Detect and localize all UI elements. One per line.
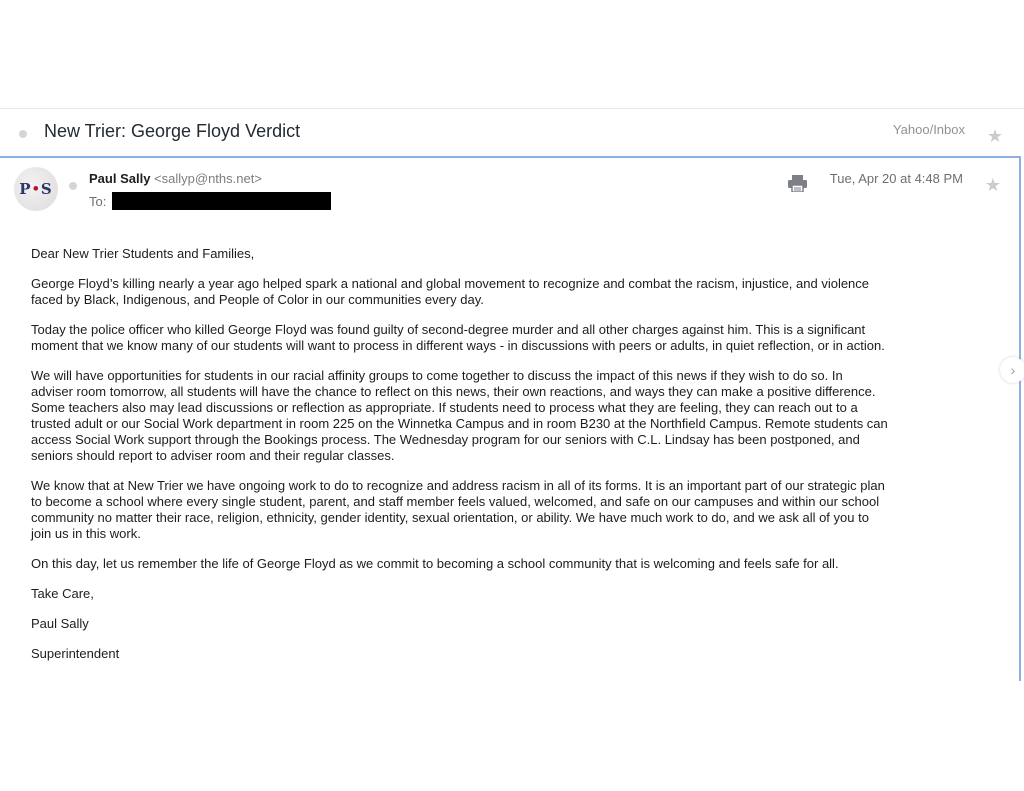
avatar-initial-right: S (40, 180, 53, 198)
signature-name: Paul Sally (31, 616, 89, 631)
body-line: We know that at New Trier we have ongoing work to do to recognize and address racism in all of its forms. It is an important part of our strategic plan (31, 478, 885, 493)
body-line: community no matter their race, religion, ethnicity, gender identity, sexual orientation, or ability. We have much work to do, and we ask all of you to (31, 510, 869, 525)
star-icon[interactable]: ★ (986, 126, 1003, 146)
unread-dot[interactable] (69, 182, 77, 190)
body-line: seniors should report to adviser room and their regular classes. (31, 448, 395, 463)
paragraph-4 (31, 478, 986, 542)
avatar-separator: • (31, 181, 41, 197)
message-card (0, 156, 1021, 681)
subject-bar (0, 108, 1024, 157)
email-subject: New Trier: George Floyd Verdict (44, 121, 301, 141)
paragraph-5: On this day, let us remember the life of George Floyd as we commit to becoming a school community that is welcoming and feels safe for all. (31, 556, 839, 571)
recipient-line (89, 192, 331, 210)
print-icon[interactable] (788, 175, 807, 192)
chevron-right-icon[interactable] (1000, 357, 1024, 383)
body-line: George Floyd’s killing nearly a year ago helped spark a national and global movement to recognize and combat the racism, injustice, and violence (31, 276, 870, 291)
sender-line (89, 171, 262, 186)
read-status-dot[interactable] (19, 130, 27, 138)
paragraph-1 (31, 276, 986, 308)
body-line: join us in this work. (31, 526, 141, 541)
body-line: to become a school where every single student, parent, and staff member feels valued, welcomed, and safe on our campuses and within our school (31, 494, 880, 509)
signoff: Take Care, (31, 586, 94, 601)
body-line: Some teachers also may lead discussions or reflection as appropriate. If students need to process what they are feeling, they can reach out to a (31, 400, 858, 415)
avatar (14, 167, 58, 211)
body-line: Today the police officer who killed George Floyd was found guilty of second-degree murder and all other charges against him. This is a significant (31, 322, 866, 337)
message-date: Tue, Apr 20 at 4:48 PM (829, 171, 963, 186)
body-line: moment that we know many of our students will want to process in different ways - in discussions with peers or adults, in quiet reflection, or in action. (31, 338, 885, 353)
body-line: adviser room tomorrow, all students will have the chance to reflect on this news, their own reactions, and ways they can make a positive difference. (31, 384, 876, 399)
sender-name[interactable]: Paul Sally (89, 171, 151, 186)
to-label: To: (89, 193, 107, 209)
paragraph-3 (31, 368, 986, 464)
next-message-glyph: › (1010, 362, 1016, 378)
body-line: We will have opportunities for students in our racial affinity groups to come together to discuss the impact of this news if they wish to do so. In (31, 368, 843, 383)
sender-email[interactable]: <sallyp@nths.net> (154, 171, 262, 186)
signature-title: Superintendent (31, 646, 120, 661)
message-body (31, 246, 986, 676)
greeting: Dear New Trier Students and Families, (31, 246, 255, 261)
body-line: faced by Black, Indigenous, and People of Color in our communities every day. (31, 292, 484, 307)
redacted-recipient (112, 192, 331, 210)
folder-label[interactable]: Yahoo/Inbox (892, 122, 965, 137)
body-line: access Social Work support through the Bookings process. The Wednesday program for our seniors with C.L. Lindsay has been postponed, and (31, 432, 860, 447)
body-line: trusted adult or our Social Work department in room 225 on the Winnetka Campus and in room B230 at the Northfield Campus. Remote students can (31, 416, 888, 431)
avatar-initial-left: P (19, 180, 32, 198)
star-icon[interactable]: ★ (984, 175, 1001, 195)
paragraph-2 (31, 322, 986, 354)
